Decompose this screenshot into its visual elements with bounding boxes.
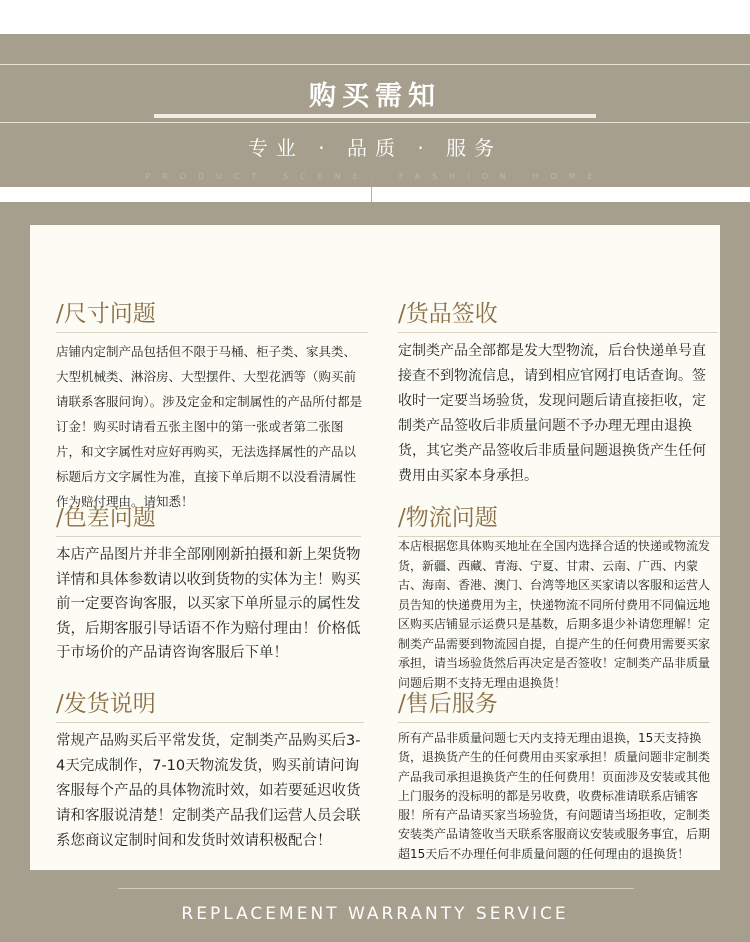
section-title-color: /色差问题 xyxy=(56,505,156,531)
section-title-size: /尺寸问题 xyxy=(56,301,156,327)
section-title-logistics: /物流问题 xyxy=(398,505,498,531)
section-size xyxy=(56,295,368,514)
section-divider xyxy=(56,536,361,537)
section-body-shipping: 常规产品购买后平常发货，定制类产品购买后3-4天完成制作，7-10天物流发货，购买前请问询客服每个产品的具体物流时效，如若要延迟收货请和客服说清楚！定制类产品我们运营人员会联系您商议定制时间和发货时效请积极配合！ xyxy=(56,733,361,849)
section-title-shipping: /发货说明 xyxy=(56,691,156,717)
top-white-strip xyxy=(0,0,750,34)
notice-panel xyxy=(30,225,720,870)
page-title: 购买需知 xyxy=(309,81,441,112)
header-white-band xyxy=(0,187,750,202)
section-shipping xyxy=(56,685,364,854)
section-body-logistics: 本店根据您具体购买地址在全国内选择合适的快递或物流发货，新疆、西藏、青海、宁夏、甘肃、云南、广西、内蒙古、海南、香港、澳门、台湾等地区买家请以客服和运营人员告知的快递费用为主，快递物流不同所付费用不同偏远地区购买店铺显示运费只是基数，后期多退少补请您理解！定制类产品需要到物流园自提，自提产生的任何费用需要买家承担，请当场验货然后再决定是否签收！定制类产品非质量问题后期不支持无理由退换货！ xyxy=(398,539,711,690)
section-title-goods: /货品签收 xyxy=(398,301,498,327)
section-title-after-sales: /售后服务 xyxy=(398,691,498,717)
section-logistics xyxy=(398,499,720,693)
section-divider xyxy=(56,722,364,723)
page-tagline: PRODUCT SCENE, FASHION HOME xyxy=(145,172,605,181)
section-body-after-sales: 所有产品非质量问题七天内支持无理由退换，15天支持换货，退换货产生的任何费用由买家承担！质量问题非定制类产品我司承担退换货产生的任何费用！页面涉及安装或其他上门服务的没标明的都是另收费，收费标准请联系店铺客服！所有产品请买家当场验货，有问题请当场拒收，定制类安装类产品请签收当天联系客服商议安装或服务事宜，后期超15天后不办理任何非质量问题的任何理由的退换货！ xyxy=(398,731,711,861)
section-body-size: 店铺内定制产品包括但不限于马桶、柜子类、家具类、大型机械类、淋浴房、大型摆件、大型花洒等（购买前请联系客服问询）。涉及定金和定制属性的产品所付都是订金！购买时请看五张主图中的第一张或者第二张图片，和文字属性对应好再购买，无法选择属性的产品以标题后方文字属性为准，直接下单后期不以没看清属性作为赔付理由。请知悉！ xyxy=(56,344,363,509)
page-subtitle: 专业 · 品质 · 服务 xyxy=(247,136,503,160)
section-divider xyxy=(398,722,710,723)
section-divider xyxy=(398,332,718,333)
footer-text: REPLACEMENT WARRANTY SERVICE xyxy=(181,904,569,924)
footer-divider xyxy=(118,888,634,889)
section-after-sales xyxy=(398,685,710,864)
header-mid-divider xyxy=(0,122,750,123)
section-body-goods: 定制类产品全部都是发大型物流，后台快递单号直接查不到物流信息，请到相应官网打电话查询。签收时一定要当场验货，发现问题后请直接拒收，定制类产品签收后非质量问题不予办理无理由退换货，其它类产品签收后非质量问题退换货产生任何费用由买家本身承担。 xyxy=(398,343,706,484)
band-split-line xyxy=(371,187,372,202)
title-underline xyxy=(154,114,596,118)
section-goods xyxy=(398,295,718,489)
section-divider xyxy=(56,332,368,333)
header-top-divider xyxy=(0,64,750,65)
section-color xyxy=(56,499,361,666)
section-body-color: 本店产品图片并非全部刚刚新拍摄和新上架货物详情和具体参数请以收到货物的实体为主！购买前一定要咨询客服，以买家下单所显示的属性发货，后期客服引导话语不作为赔付理由！价格低于市场价的产品请咨询客服后下单！ xyxy=(56,547,361,661)
